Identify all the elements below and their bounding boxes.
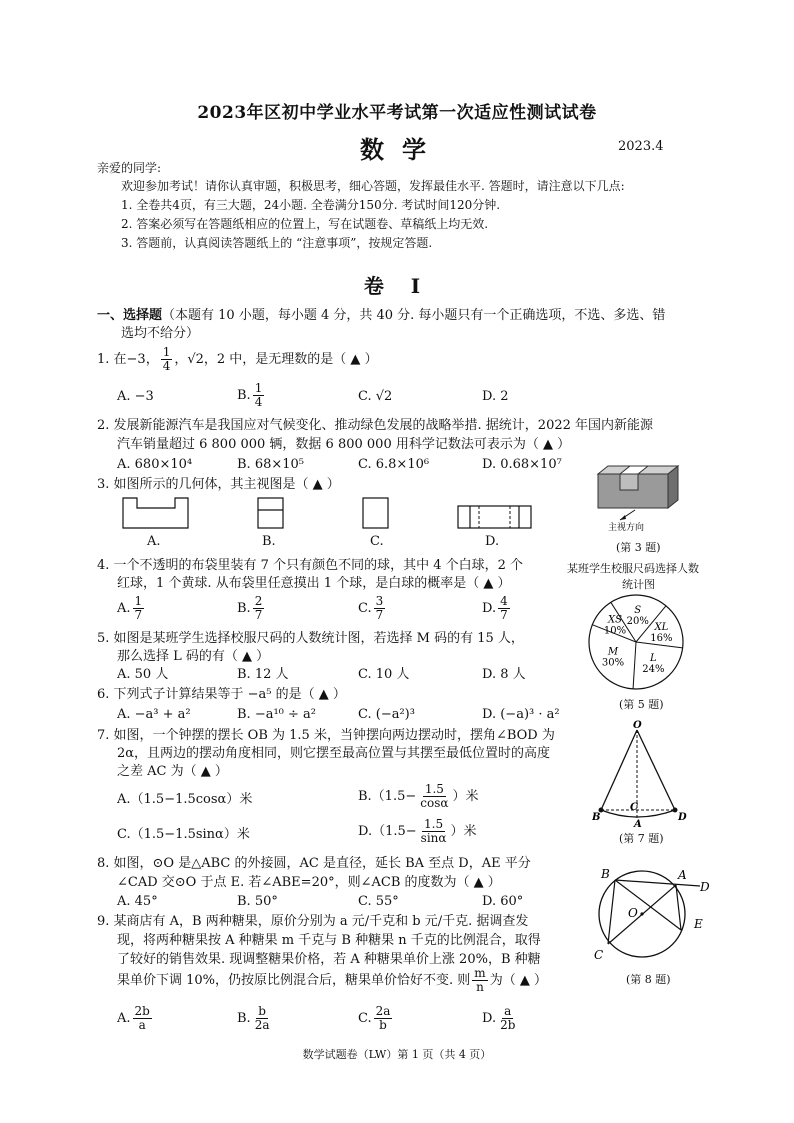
section-title: 卷 Ⅰ — [363, 274, 431, 298]
denominator: cosα — [420, 796, 449, 810]
intro-line: 欢迎参加考试！请你认真审题，积极思考，细心答题，发挥最佳水平. 答题时，请注意以下几点: — [121, 179, 625, 193]
intro-line: 2. 答案必须写在答题纸相应的位置上，写在试题卷、草稿纸上均无效. — [121, 217, 489, 231]
q8-option-d: D. 60° — [482, 894, 524, 909]
numerator: 2b — [134, 1004, 150, 1018]
intro-line: 1. 全卷共4页，有三大题，24小题. 全卷满分150分. 考试时间120分钟. — [121, 198, 501, 212]
exam-date: 2023.4 — [618, 139, 664, 154]
q3-option-a-figure — [123, 498, 188, 528]
q3-option-d-label: D. — [485, 534, 500, 549]
option-label: D. — [482, 601, 497, 616]
q9-option-a — [117, 1005, 154, 1032]
pie-slice-percent: 20% — [626, 615, 649, 627]
fraction — [133, 1005, 152, 1032]
page-title: 2023年区初中学业水平考试第一次适应性测试试卷 — [197, 103, 597, 123]
q6-option-b: B. −a¹⁰ ÷ a² — [237, 707, 317, 722]
numerator: 1 — [134, 594, 143, 608]
q1-option-d: D. 2 — [482, 389, 509, 404]
q4-option-a — [117, 595, 146, 622]
option-text: ）米 — [452, 789, 479, 804]
denominator: 7 — [500, 608, 508, 622]
denominator: b — [379, 1018, 387, 1032]
pie-slice-category: M — [607, 646, 619, 658]
q4-option-d — [482, 595, 512, 622]
chart-title: 统计图 — [622, 578, 655, 591]
fraction — [472, 967, 487, 994]
pie-slice-percent: 16% — [650, 632, 673, 644]
question-9-line: 了较好的销售效果. 现调整糖果价格，若 A 种糖果单价上涨 20%，B 种糖 — [117, 952, 541, 967]
fraction — [498, 595, 510, 622]
circle-figure — [588, 862, 712, 966]
pie-chart — [586, 592, 686, 692]
q9-option-b — [237, 1005, 273, 1032]
question-1-stem — [97, 346, 378, 373]
question-5-line: 那么选择 L 码的有（ ▲ ） — [117, 649, 270, 664]
view-direction-label: 主视方向 — [608, 523, 645, 533]
numerator: m — [474, 966, 486, 980]
q1-option-c: C. √2 — [358, 389, 393, 404]
option-label: D. — [482, 1011, 497, 1026]
question-7-line: 之差 AC 为（ ▲ ） — [117, 764, 228, 779]
point-label: D — [700, 880, 710, 894]
fraction — [419, 818, 449, 845]
fraction — [418, 783, 450, 810]
question-5-line: 5. 如图是某班学生选择校服尺码的人数统计图，若选择 M 码的有 15 人， — [97, 631, 524, 646]
numerator: 4 — [500, 594, 508, 608]
denominator: 4 — [254, 395, 263, 409]
denominator: 7 — [134, 608, 143, 622]
option-label: B. — [237, 601, 251, 616]
fraction — [374, 595, 386, 622]
q2-option-d: D. 0.68×10⁷ — [482, 457, 562, 472]
numerator: 3 — [375, 594, 384, 608]
question-9-line — [117, 967, 547, 994]
fraction — [161, 346, 173, 373]
option-label: C. — [358, 601, 372, 616]
point-label: O — [628, 906, 638, 920]
denominator: n — [476, 980, 484, 994]
pie-slice-category: XS — [608, 614, 622, 626]
question-7-line: 2α，且两边的摆动角度相同，则它摆至最高位置与其摆至最低位置时的高度 — [117, 746, 551, 761]
q7-option-a: A.（1.5−1.5cosα）米 — [117, 792, 253, 807]
q2-option-a: A. 680×10⁴ — [117, 457, 193, 472]
option-text: ）米 — [450, 824, 477, 839]
q8-option-c: C. 55° — [358, 894, 399, 909]
q7-option-c: C.（1.5−1.5sinα）米 — [117, 827, 250, 842]
option-text: B.（1.5− — [358, 789, 417, 804]
chart-title: 某班学生校服尺码选择人数 — [567, 562, 699, 575]
question-2-line: 2. 发展新能源汽车是我国应对气候变化、推动绿色发展的战略举措. 据统计，2022 年国内新能源 — [97, 418, 654, 433]
q6-option-d: D. (−a)³ · a² — [482, 707, 560, 722]
q1-option-b — [237, 382, 266, 409]
denominator: 4 — [162, 359, 171, 373]
denominator: 7 — [375, 608, 384, 622]
q7-option-d — [358, 818, 477, 845]
question-9-line: 9. 某商店有 A，B 两种糖果，原价分别为 a 元/千克和 b 元/千克. 据调查发 — [97, 914, 529, 929]
question-3-stem: 3. 如图所示的几何体，其主视图是（ ▲ ） — [97, 477, 340, 492]
q3-solid-figure — [590, 462, 690, 534]
point-label: B — [601, 867, 610, 881]
fraction — [253, 595, 265, 622]
denominator: 2b — [500, 1018, 516, 1032]
fraction — [133, 595, 145, 622]
numerator: 1.5 — [424, 782, 444, 796]
stem-text: 为（ ▲ ） — [489, 973, 547, 988]
section-desc: （本题有 10 小题，每小题 4 分，共 40 分. 每小题只有一个正确选项，不选、多选、错 — [162, 308, 666, 323]
section-heading: 一、选择题 — [97, 308, 163, 323]
pie-slice-category: L — [650, 653, 657, 665]
point-label: O — [633, 720, 642, 731]
fraction — [374, 1005, 393, 1032]
q5-option-a: A. 50 人 — [117, 667, 169, 682]
subject-title: 数学 — [360, 135, 444, 164]
numerator: 1 — [254, 381, 263, 395]
figure-caption: (第 5 题) — [619, 698, 664, 711]
q7-option-b — [358, 783, 479, 810]
q6-option-a: A. −a³ + a² — [117, 707, 191, 722]
q4-option-c — [358, 595, 387, 622]
numerator: 2a — [375, 1004, 391, 1018]
pie-slice-percent: 10% — [603, 625, 627, 637]
q3-option-b-label: B. — [262, 534, 276, 549]
pie-slice-percent: 30% — [601, 657, 625, 669]
point-label: C — [594, 948, 604, 962]
q1-mid: ，√2，2 中，是无理数的是（ ▲ ） — [174, 352, 378, 367]
figure-caption: (第 8 题) — [626, 973, 671, 986]
option-label: A. — [117, 601, 131, 616]
denominator: 2a — [254, 1018, 270, 1032]
denominator: 7 — [254, 608, 263, 622]
q3-option-c-figure — [363, 498, 388, 528]
intro-line: 3. 答题前，认真阅读答题纸上的 “注意事项”，按规定答题. — [121, 236, 433, 250]
q8-option-a: A. 45° — [117, 894, 158, 909]
q3-option-c-label: C. — [370, 534, 384, 549]
pie-slice-category: S — [634, 604, 642, 616]
section-heading-line — [97, 308, 665, 324]
greeting: 亲爱的同学: — [97, 161, 162, 175]
q2-option-b: B. 68×10⁵ — [237, 457, 305, 472]
question-8-line: 8. 如图，⊙O 是△ABC 的外接圆，AC 是直径，延长 BA 至点 D，AE 平分 — [97, 856, 531, 871]
question-4-line: 4. 一个不透明的布袋里装有 7 个只有颜色不同的球，其中 4 个白球，2 个 — [97, 558, 524, 573]
fraction — [253, 1005, 272, 1032]
pendulum-figure — [592, 718, 692, 830]
pie-slice-percent: 24% — [642, 664, 665, 676]
q9-option-d — [482, 1005, 519, 1032]
q3-option-d-figure — [458, 506, 531, 528]
q8-option-b: B. 50° — [237, 894, 278, 909]
stem-text: 果单价下调 10%，仍按原比例混合后，糖果单价恰好不变. 则 — [117, 973, 471, 988]
section-desc: 选均不给分） — [121, 326, 200, 341]
q3-option-a-label: A. — [147, 534, 161, 549]
question-9-line: 现，将两种糖果按 A 种糖果 m 千克与 B 种糖果 n 千克的比例混合，取得 — [117, 933, 541, 948]
option-label: A. — [117, 1011, 131, 1026]
question-6-stem: 6. 下列式子计算结果等于 −a⁵ 的是（ ▲ ） — [97, 687, 346, 702]
page-footer: 数学试题卷（LW）第 1 页（共 4 页） — [302, 1048, 492, 1061]
numerator: a — [504, 1004, 512, 1018]
point-label: D — [678, 812, 687, 823]
q3-option-figures — [115, 494, 535, 534]
question-4-line: 红球，1 个黄球. 从布袋里任意摸出 1 个球，是白球的概率是（ ▲ ） — [117, 576, 511, 591]
question-7-line: 7. 如图，一个钟摆的摆长 OB 为 1.5 米，当钟摆向两边摆动时，摆角∠BOD 为 — [97, 728, 555, 743]
question-2-line: 汽车销量超过 6 800 000 辆，数据 6 800 000 用科学记数法可表示为（ ▲ ） — [117, 437, 571, 452]
fraction — [253, 382, 265, 409]
q2-option-c: C. 6.8×10⁶ — [358, 457, 430, 472]
question-8-line: ∠CAD 交⊙O 于点 E. 若∠ABE=20°，则∠ACB 的度数为（ ▲ ） — [117, 875, 501, 890]
numerator: 1.5 — [424, 817, 444, 831]
q9-option-c — [358, 1005, 394, 1032]
q5-option-d: D. 8 人 — [482, 667, 526, 682]
figure-caption: (第 7 题) — [619, 832, 664, 845]
numerator: b — [258, 1004, 266, 1018]
q3-option-b-figure — [258, 498, 283, 528]
q1-option-a: A. −3 — [117, 389, 154, 404]
numerator: 2 — [254, 594, 263, 608]
q6-option-c: C. (−a²)³ — [358, 707, 415, 722]
option-label: C. — [358, 1011, 372, 1026]
figure-caption: (第 3 题) — [616, 541, 661, 554]
denominator: sinα — [420, 831, 447, 845]
pie-slice-category: XL — [654, 621, 669, 633]
option-label: B. — [237, 388, 251, 403]
point-label: C — [630, 802, 638, 813]
q4-option-b — [237, 595, 266, 622]
point-label: B — [592, 812, 601, 823]
option-label: B. — [237, 1011, 251, 1026]
point-label: E — [694, 917, 703, 931]
denominator: a — [138, 1018, 146, 1032]
point-label: A — [678, 868, 687, 882]
option-text: D.（1.5− — [358, 824, 417, 839]
fraction — [498, 1005, 517, 1032]
q5-option-c: C. 10 人 — [358, 667, 410, 682]
q1-pre: 1. 在−3， — [97, 352, 159, 367]
q5-option-b: B. 12 人 — [237, 667, 289, 682]
point-label: A — [634, 819, 642, 830]
numerator: 1 — [162, 345, 171, 359]
